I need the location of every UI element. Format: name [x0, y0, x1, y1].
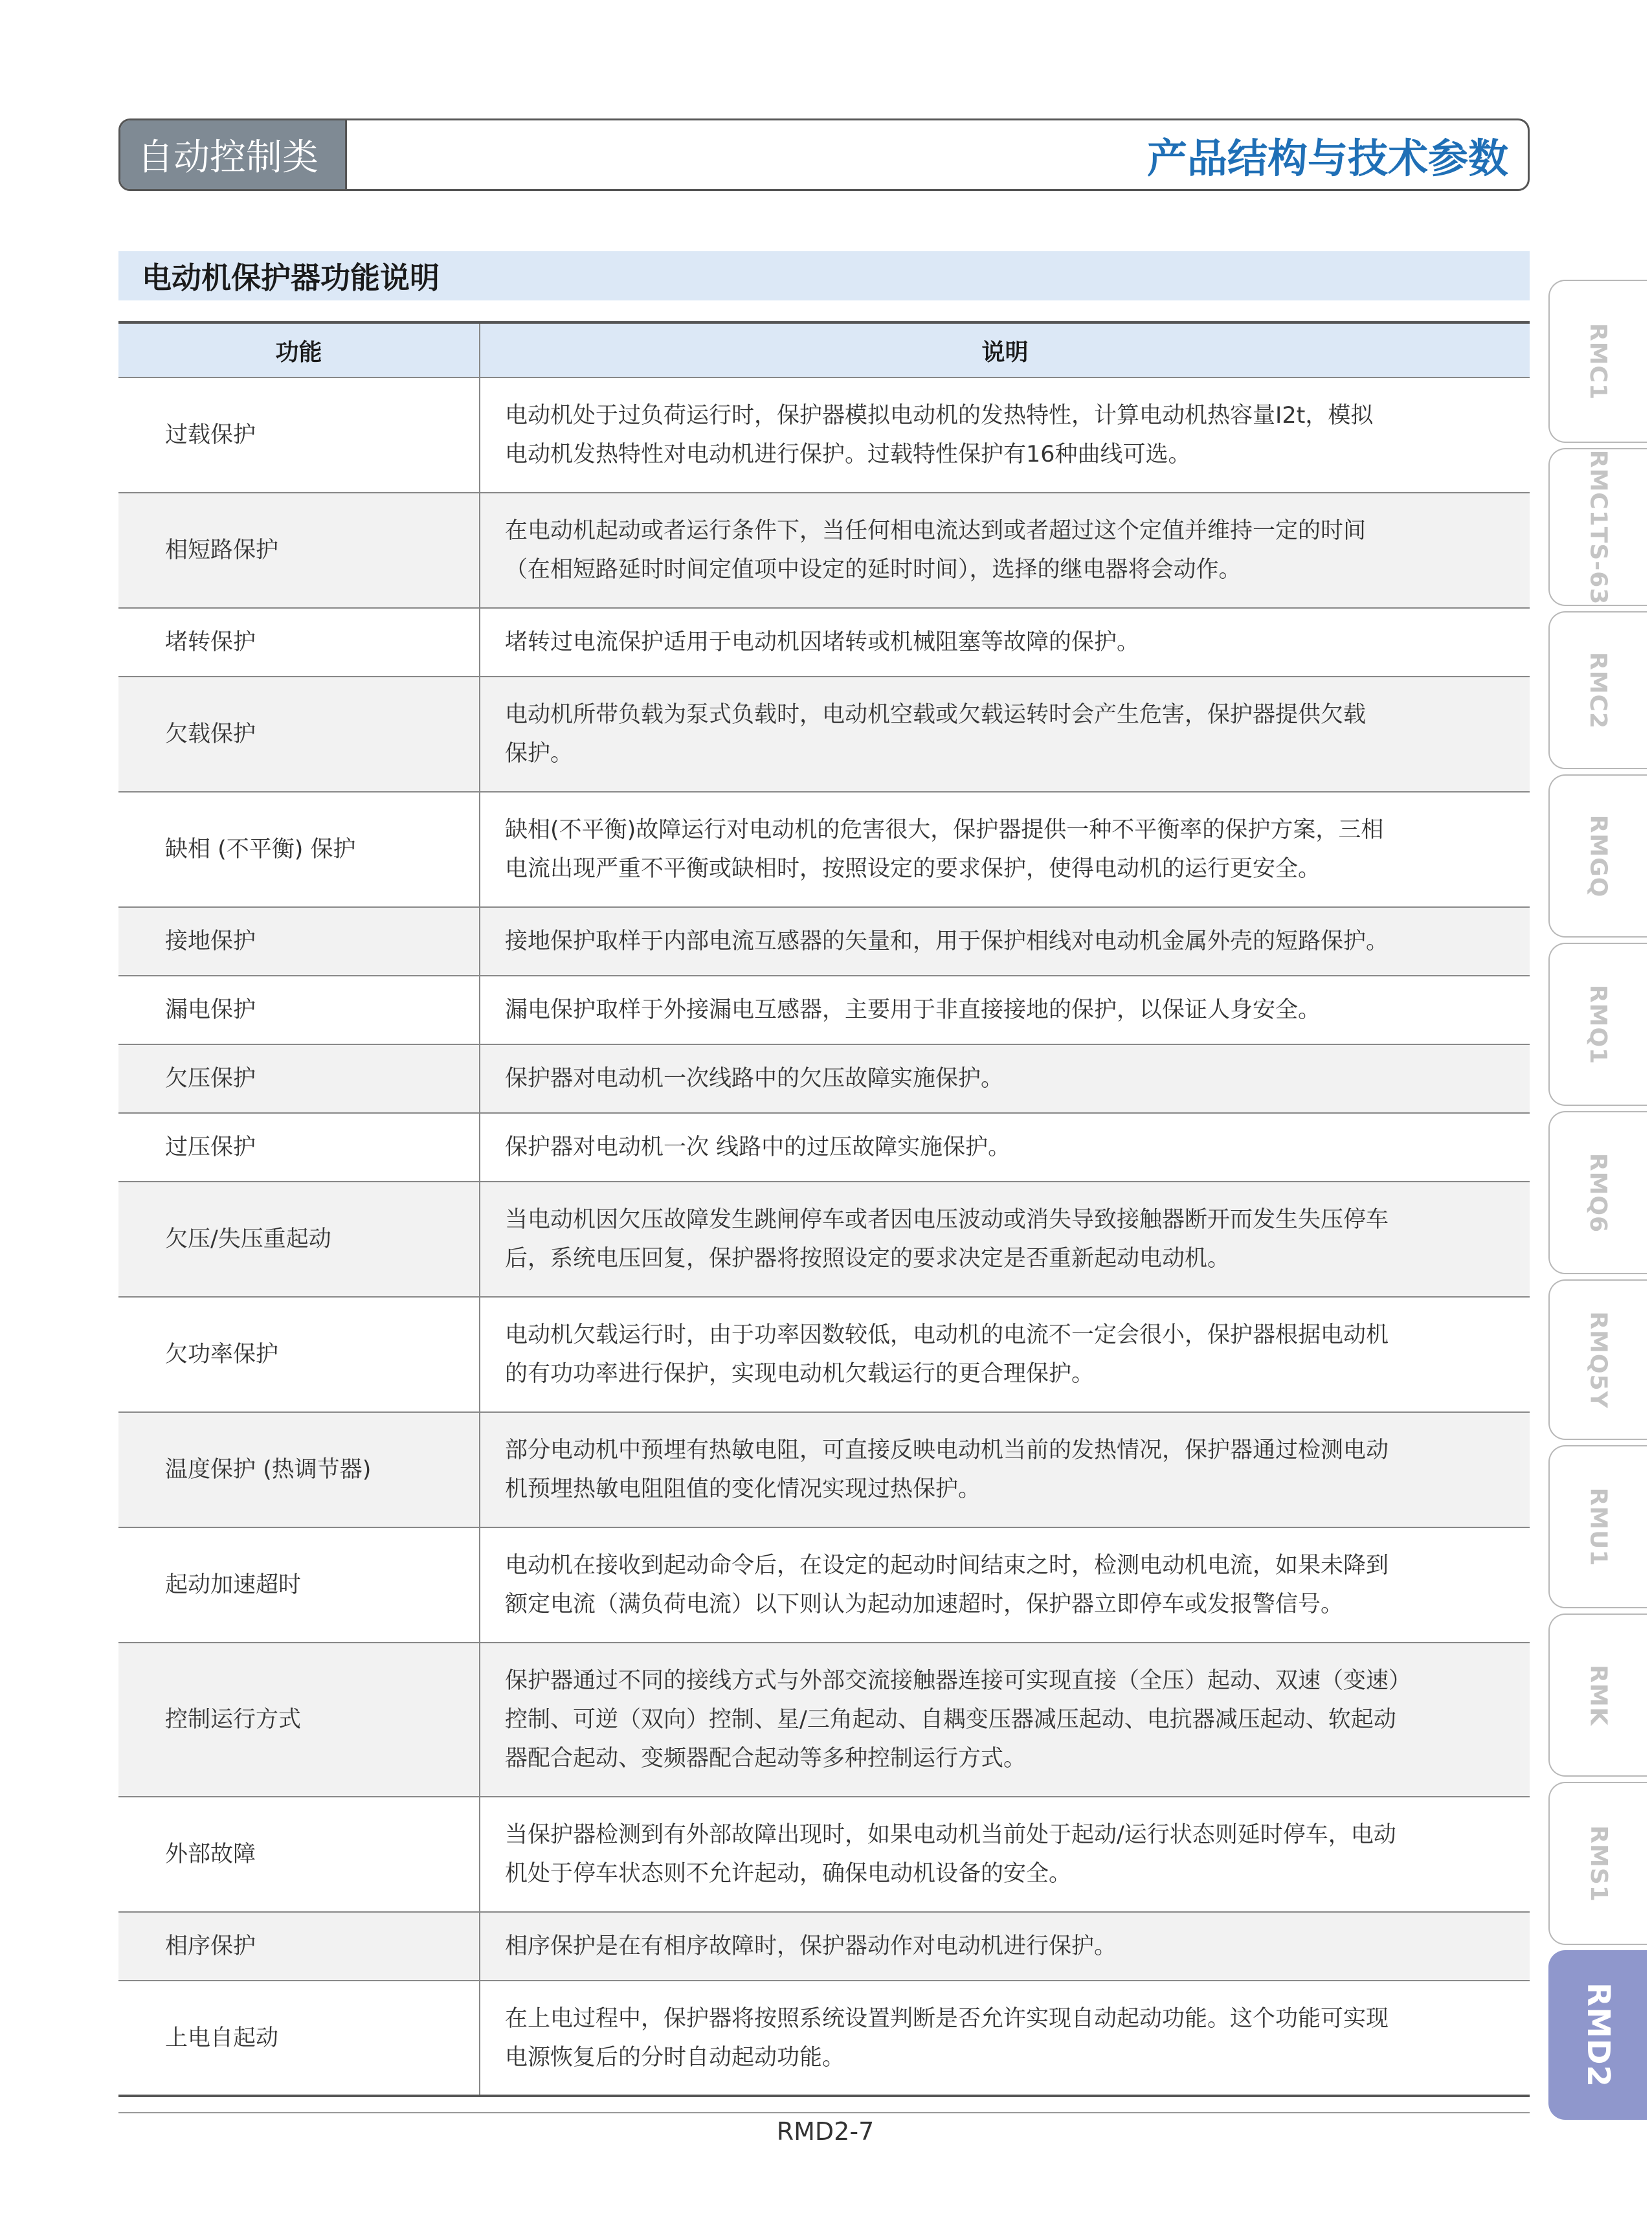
description-line: 机预埋热敏电阻阻值的变化情况实现过热保护。: [505, 1476, 981, 1502]
page-number: RMD2-7: [776, 2117, 875, 2146]
description-cell: [480, 377, 1530, 493]
description-cell: [480, 1527, 1530, 1643]
table-row: [118, 1981, 1530, 2096]
description-cell: [480, 493, 1530, 608]
function-cell: 接地保护: [118, 907, 480, 976]
table-row: [118, 1412, 1530, 1527]
side-tab-rmq6[interactable]: [1548, 1111, 1647, 1274]
description-line: 接地保护取样于内部电流互感器的矢量和，用于保护相线对电动机金属外壳的短路保护。: [505, 928, 1389, 954]
side-tab-rmk[interactable]: [1548, 1613, 1647, 1777]
table-row: [118, 1044, 1530, 1113]
description-line: 漏电保护取样于外接漏电互感器，主要用于非直接接地的保护，以保证人身安全。: [505, 997, 1321, 1023]
description-line: 额定电流（满负荷电流）以下则认为起动加速超时，保护器立即停车或发报警信号。: [505, 1591, 1344, 1617]
function-table: [118, 321, 1530, 2097]
description-line: 器配合起动、变频器配合起动等多种控制运行方式。: [505, 1746, 1027, 1771]
function-cell: 控制运行方式: [118, 1643, 480, 1797]
function-cell: 相序保护: [118, 1912, 480, 1981]
description-cell: [480, 1182, 1530, 1297]
description-line: 电动机发热特性对电动机进行保护。过载特性保护有16种曲线可选。: [505, 442, 1191, 467]
description-line: 保护器对电动机一次 线路中的过压故障实施保护。: [505, 1134, 1011, 1160]
description-line: 电流出现严重不平衡或缺相时，按照设定的要求保护，使得电动机的运行更安全。: [505, 856, 1321, 882]
description-cell: [480, 976, 1530, 1044]
function-cell: 上电自起动: [118, 1981, 480, 2096]
side-tab-rms1[interactable]: [1548, 1782, 1647, 1945]
table-row: [118, 1297, 1530, 1412]
description-cell: [480, 1044, 1530, 1113]
description-line: 保护。: [505, 741, 574, 767]
description-cell: [480, 1797, 1530, 1912]
description-cell: [480, 1297, 1530, 1412]
function-cell: 起动加速超时: [118, 1527, 480, 1643]
table-row: [118, 1527, 1530, 1643]
description-line: 控制、可逆（双向）控制、星/三角起动、自耦变压器减压起动、电抗器减压起动、软起动: [505, 1707, 1396, 1733]
description-line: 部分电动机中预埋有热敏电阻，可直接反映电动机当前的发热情况，保护器通过检测电动: [505, 1437, 1389, 1463]
side-tab-rmq5y[interactable]: [1548, 1279, 1647, 1440]
function-cell: 相短路保护: [118, 493, 480, 608]
function-cell: 欠压/失压重起动: [118, 1182, 480, 1297]
function-cell: 过压保护: [118, 1113, 480, 1182]
description-line: 电动机所带负载为泵式负载时，电动机空载或欠载运转时会产生危害，保护器提供欠载: [505, 702, 1367, 728]
table-row: [118, 1643, 1530, 1797]
function-cell: 欠功率保护: [118, 1297, 480, 1412]
description-cell: [480, 608, 1530, 677]
description-line: 电动机处于过负荷运行时，保护器模拟电动机的发热特性，计算电动机热容量I2t，模拟: [505, 403, 1374, 429]
table-row: [118, 1797, 1530, 1912]
description-cell: [480, 907, 1530, 976]
table-row: [118, 493, 1530, 608]
page-title: 产品结构与技术参数: [1146, 134, 1508, 182]
description-line: 当电动机因欠压故障发生跳闸停车或者因电压波动或消失导致接触器断开而发生失压停车: [505, 1207, 1389, 1233]
table-row: [118, 377, 1530, 493]
description-line: 后，系统电压回复，保护器将按照设定的要求决定是否重新起动电动机。: [505, 1246, 1231, 1272]
function-cell: 堵转保护: [118, 608, 480, 677]
description-line: 在电动机起动或者运行条件下，当任何相电流达到或者超过这个定值并维持一定的时间: [505, 518, 1367, 544]
description-cell: [480, 1981, 1530, 2096]
side-tab-label: RMGQ: [1585, 815, 1612, 897]
description-line: 当保护器检测到有外部故障出现时，如果电动机当前处于起动/运行状态则延时停车，电动: [505, 1822, 1396, 1848]
table-row: [118, 677, 1530, 792]
side-tab-label: RMC1: [1585, 322, 1612, 400]
category-label: 自动控制类: [120, 120, 347, 189]
section-title: 电动机保护器功能说明: [118, 251, 1530, 300]
side-tab-label: RMS1: [1585, 1825, 1612, 1902]
table-row: [118, 976, 1530, 1044]
side-tab-label: RMU1: [1585, 1487, 1612, 1566]
function-cell: 温度保护 (热调节器): [118, 1412, 480, 1527]
side-tab-rmc1ts-63[interactable]: [1548, 448, 1647, 606]
description-line: 堵转过电流保护适用于电动机因堵转或机械阻塞等故障的保护。: [505, 629, 1140, 655]
side-tab-label: RMK: [1585, 1664, 1612, 1726]
side-tab-label: RMQ6: [1585, 1152, 1612, 1233]
description-cell: [480, 792, 1530, 907]
table-row: [118, 792, 1530, 907]
description-line: 机处于停车状态则不允许起动，确保电动机设备的安全。: [505, 1861, 1072, 1887]
side-tab-rmu1[interactable]: [1548, 1445, 1647, 1608]
description-cell: [480, 1643, 1530, 1797]
table-row: [118, 1113, 1530, 1182]
description-line: 电动机欠载运行时，由于功率因数较低，电动机的电流不一定会很小，保护器根据电动机: [505, 1322, 1389, 1348]
description-line: 相序保护是在有相序故障时，保护器动作对电动机进行保护。: [505, 1933, 1117, 1959]
function-cell: 欠载保护: [118, 677, 480, 792]
function-cell: 外部故障: [118, 1797, 480, 1912]
description-line: （在相短路延时时间定值项中设定的延时时间），选择的继电器将会动作。: [505, 557, 1242, 583]
function-cell: 漏电保护: [118, 976, 480, 1044]
side-tab-label: RMD2: [1580, 1983, 1616, 2087]
table-header-row: [118, 322, 1530, 377]
side-tab-rmd2[interactable]: [1548, 1950, 1647, 2120]
description-line: 电动机在接收到起动命令后，在设定的起动时间结束之时，检测电动机电流，如果未降到: [505, 1553, 1389, 1579]
table-row: [118, 608, 1530, 677]
function-cell: 缺相 (不平衡) 保护: [118, 792, 480, 907]
description-line: 缺相(不平衡)故障运行对电动机的危害很大，保护器提供一种不平衡率的保护方案，三相: [505, 817, 1384, 843]
column-header-description: 说明: [480, 322, 1530, 377]
side-tab-label: RMQ1: [1585, 984, 1612, 1064]
side-tab-rmq1[interactable]: [1548, 943, 1647, 1106]
side-tab-rmgq[interactable]: [1548, 774, 1647, 938]
description-cell: [480, 1412, 1530, 1527]
side-tab-rmc2[interactable]: [1548, 611, 1647, 769]
column-header-function: 功能: [118, 322, 480, 377]
description-cell: [480, 1912, 1530, 1981]
side-tab-rmc1[interactable]: [1548, 280, 1647, 443]
table-row: [118, 907, 1530, 976]
table-row: [118, 1182, 1530, 1297]
description-cell: [480, 1113, 1530, 1182]
page-header: [118, 118, 1530, 191]
description-line: 保护器通过不同的接线方式与外部交流接触器连接可实现直接（全压）起动、双速（变速）: [505, 1668, 1412, 1694]
description-line: 在上电过程中，保护器将按照系统设置判断是否允许实现自动起动功能。这个功能可实现: [505, 2005, 1389, 2032]
table-row: [118, 1912, 1530, 1981]
side-tab-label: RMC1TS-63: [1585, 449, 1612, 605]
function-cell: 欠压保护: [118, 1044, 480, 1113]
description-cell: [480, 677, 1530, 792]
description-line: 电源恢复后的分时自动起动功能。: [505, 2044, 845, 2071]
side-tab-label: RMC2: [1585, 651, 1612, 729]
description-line: 的有功功率进行保护，实现电动机欠载运行的更合理保护。: [505, 1361, 1095, 1387]
description-line: 保护器对电动机一次线路中的欠压故障实施保护。: [505, 1066, 1004, 1092]
side-tab-label: RMQ5Y: [1585, 1310, 1612, 1409]
function-cell: 过载保护: [118, 377, 480, 493]
